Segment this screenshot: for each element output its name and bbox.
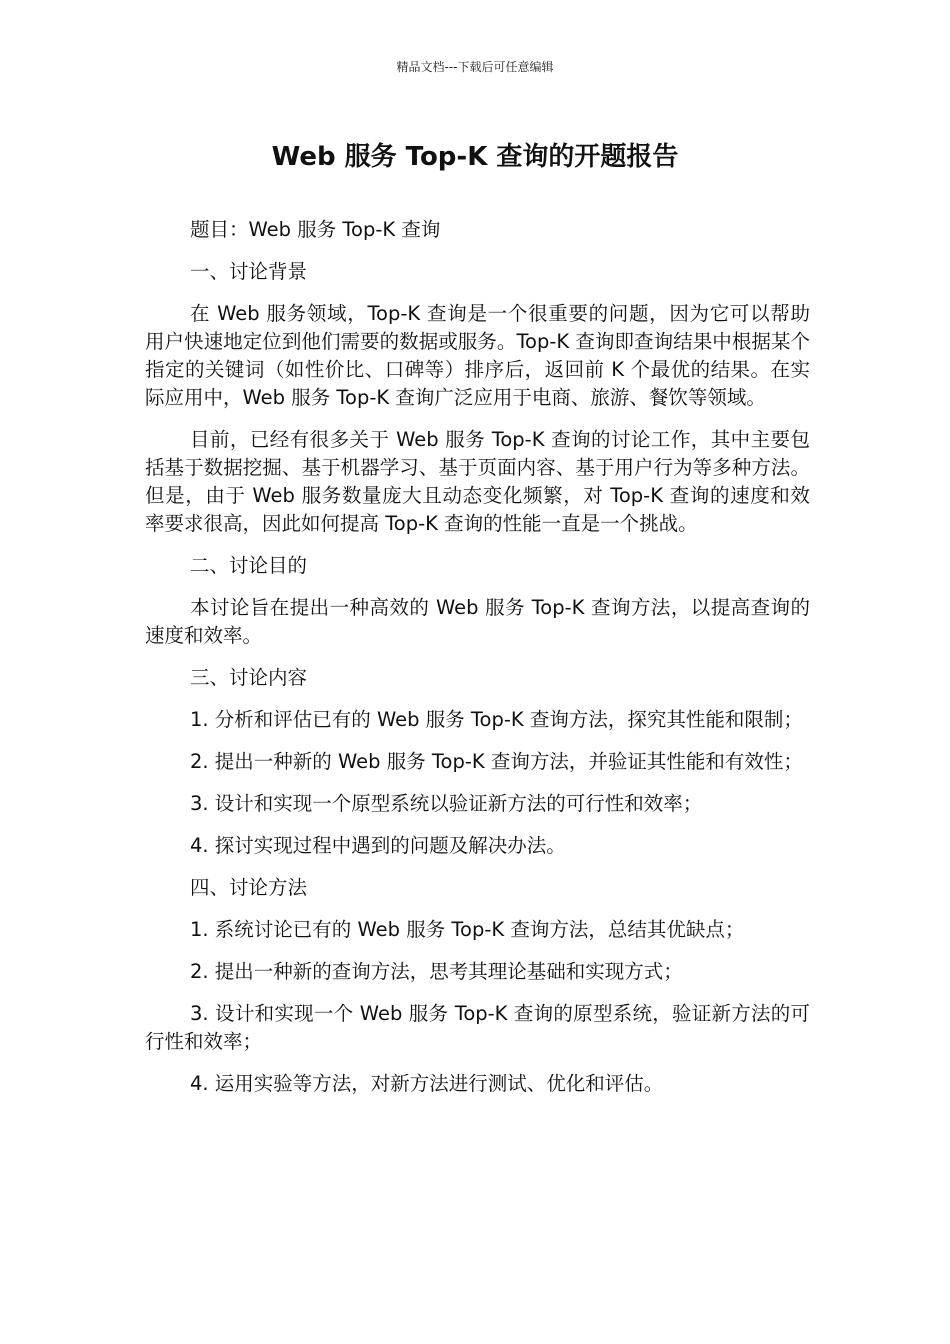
section-heading-purpose: 二、讨论目的 [190, 554, 308, 577]
section-heading-background: 一、讨论背景 [190, 260, 308, 283]
background-paragraph-2: 目前，已经有很多关于 Web 服务 Top-K 查询的讨论工作，其中主要包括基于数据挖掘、基于机器学习、基于页面内容、基于用户行为等多种方法。但是，由于 Web 服务数量庞大且动态变化频繁，对 Top-K 查询的速度和效率要求很高，因此如何提高 Top-K 查询的性能一直是一个挑战。 [145, 428, 810, 535]
method-item-2: 2. 提出一种新的查询方法，思考其理论基础和实现方式； [190, 960, 683, 983]
purpose-paragraph: 本讨论旨在提出一种高效的 Web 服务 Top-K 查询方法，以提高查询的速度和效率。 [145, 596, 810, 647]
method-item-4: 4. 运用实验等方法，对新方法进行测试、优化和评估。 [190, 1072, 664, 1095]
topic-line: 题目：Web 服务 Top-K 查询 [190, 218, 441, 241]
document-title: Web 服务 Top-K 查询的开题报告 [271, 142, 679, 172]
content-item-3: 3. 设计和实现一个原型系统以验证新方法的可行性和效率； [190, 792, 703, 815]
section-heading-content: 三、讨论内容 [190, 666, 308, 689]
method-item-1: 1. 系统讨论已有的 Web 服务 Top-K 查询方法，总结其优缺点； [190, 918, 745, 941]
background-paragraph-1: 在 Web 服务领域，Top-K 查询是一个很重要的问题，因为它可以帮助用户快速地定位到他们需要的数据或服务。Top-K 查询即查询结果中根据某个指定的关键词（如性价比、口碑等）排序后，返回前 K 个最优的结果。在实际应用中，Web 服务 Top-K 查询广泛应用于电商、旅游、餐饮等领域。 [145, 302, 810, 409]
content-item-4: 4. 探讨实现过程中遇到的问题及解决办法。 [190, 834, 566, 857]
page-header-note: 精品文档---下载后可任意编辑 [396, 60, 554, 74]
content-item-2: 2. 提出一种新的 Web 服务 Top-K 查询方法，并验证其性能和有效性； [190, 750, 803, 773]
section-heading-method: 四、讨论方法 [190, 876, 308, 899]
document-body [145, 216, 810, 1112]
method-item-3: 3. 设计和实现一个 Web 服务 Top-K 查询的原型系统，验证新方法的可行性和效率； [145, 1002, 810, 1053]
content-item-1: 1. 分析和评估已有的 Web 服务 Top-K 查询方法，探究其性能和限制； [190, 708, 803, 731]
